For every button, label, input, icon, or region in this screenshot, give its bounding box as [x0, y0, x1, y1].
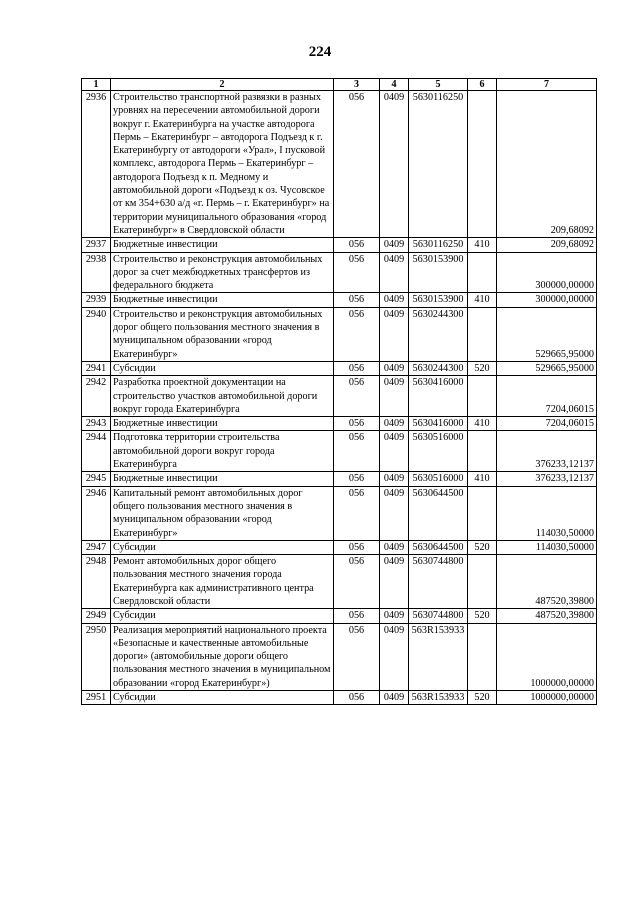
ministry-code: 056	[334, 361, 380, 375]
row-name: Субсидии	[111, 691, 334, 705]
section-code: 0409	[380, 307, 409, 361]
amount: 7204,06015	[497, 417, 597, 431]
header-col-4: 4	[380, 79, 409, 91]
expense-type-code	[468, 431, 497, 472]
header-col-5: 5	[409, 79, 468, 91]
expense-type-code	[468, 307, 497, 361]
table-row	[82, 623, 597, 690]
article-code: 5630116250	[409, 238, 468, 252]
expense-type-code: 520	[468, 609, 497, 623]
amount: 529665,95000	[497, 361, 597, 375]
article-code: 5630153900	[409, 293, 468, 307]
ministry-code: 056	[334, 486, 380, 540]
section-code: 0409	[380, 91, 409, 238]
ministry-code: 056	[334, 293, 380, 307]
row-number: 2949	[82, 609, 111, 623]
row-number: 2950	[82, 623, 111, 690]
article-code: 5630153900	[409, 252, 468, 293]
article-code: 5630116250	[409, 91, 468, 238]
expense-type-code: 520	[468, 361, 497, 375]
article-code: 5630244300	[409, 361, 468, 375]
amount: 487520,39800	[497, 609, 597, 623]
row-name: Бюджетные инвестиции	[111, 238, 334, 252]
expense-type-code: 410	[468, 238, 497, 252]
section-code: 0409	[380, 486, 409, 540]
expense-type-code	[468, 555, 497, 609]
section-code: 0409	[380, 417, 409, 431]
article-code: 5630644500	[409, 540, 468, 554]
row-number: 2942	[82, 376, 111, 417]
page-number: 224	[308, 44, 332, 60]
table-row	[82, 376, 597, 417]
table-row	[82, 238, 597, 252]
amount: 529665,95000	[497, 307, 597, 361]
amount: 1000000,00000	[497, 691, 597, 705]
article-code: 5630644500	[409, 486, 468, 540]
row-number: 2939	[82, 293, 111, 307]
expense-type-code	[468, 376, 497, 417]
row-name: Капитальный ремонт автомобильных дорог общего пользования местного значения в муниципальном образовании «город Екатеринбург»	[111, 486, 334, 540]
section-code: 0409	[380, 540, 409, 554]
ministry-code: 056	[334, 555, 380, 609]
row-name: Ремонт автомобильных дорог общего пользования местного значения города Екатеринбурга как административного центра Свердловской области	[111, 555, 334, 609]
section-code: 0409	[380, 472, 409, 486]
section-code: 0409	[380, 376, 409, 417]
expense-type-code	[468, 623, 497, 690]
table-row	[82, 91, 597, 238]
ministry-code: 056	[334, 307, 380, 361]
section-code: 0409	[380, 293, 409, 307]
amount: 209,68092	[497, 238, 597, 252]
article-code: 5630516000	[409, 472, 468, 486]
table-row	[82, 361, 597, 375]
row-number: 2951	[82, 691, 111, 705]
amount: 487520,39800	[497, 555, 597, 609]
article-code: 5630744800	[409, 609, 468, 623]
ministry-code: 056	[334, 91, 380, 238]
amount: 7204,06015	[497, 376, 597, 417]
ministry-code: 056	[334, 238, 380, 252]
header-col-3: 3	[334, 79, 380, 91]
amount: 300000,00000	[497, 252, 597, 293]
row-number: 2937	[82, 238, 111, 252]
table-row	[82, 609, 597, 623]
row-number: 2946	[82, 486, 111, 540]
row-number: 2943	[82, 417, 111, 431]
expense-type-code	[468, 486, 497, 540]
article-code: 5630744800	[409, 555, 468, 609]
section-code: 0409	[380, 555, 409, 609]
row-name: Бюджетные инвестиции	[111, 472, 334, 486]
table-row	[82, 486, 597, 540]
ministry-code: 056	[334, 609, 380, 623]
row-name: Субсидии	[111, 361, 334, 375]
ministry-code: 056	[334, 691, 380, 705]
table-row	[82, 555, 597, 609]
row-name: Субсидии	[111, 540, 334, 554]
expense-type-code	[468, 91, 497, 238]
table-row	[82, 540, 597, 554]
row-number: 2945	[82, 472, 111, 486]
article-code: 563R153933	[409, 691, 468, 705]
header-row	[82, 79, 597, 91]
section-code: 0409	[380, 361, 409, 375]
table-row	[82, 307, 597, 361]
article-code: 5630244300	[409, 307, 468, 361]
amount: 209,68092	[497, 91, 597, 238]
row-name: Бюджетные инвестиции	[111, 417, 334, 431]
table-row	[82, 431, 597, 472]
header-col-6: 6	[468, 79, 497, 91]
expense-type-code: 520	[468, 540, 497, 554]
header-col-2: 2	[111, 79, 334, 91]
budget-table	[81, 78, 597, 705]
ministry-code: 056	[334, 431, 380, 472]
header-col-7: 7	[497, 79, 597, 91]
expense-type-code: 410	[468, 472, 497, 486]
amount: 114030,50000	[497, 540, 597, 554]
row-name: Реализация мероприятий национального проекта «Безопасные и качественные автомобильные дороги» (автомобильные дороги общего пользования местного значения в муниципальном образовании «город Екатеринбург»)	[111, 623, 334, 690]
amount: 114030,50000	[497, 486, 597, 540]
row-name: Строительство и реконструкция автомобильных дорог общего пользования местного значения в муниципальном образовании «город Екатеринбург»	[111, 307, 334, 361]
row-number: 2944	[82, 431, 111, 472]
header-col-1: 1	[82, 79, 111, 91]
section-code: 0409	[380, 623, 409, 690]
row-name: Строительство транспортной развязки в разных уровнях на пересечении автомобильной дороги вокруг г. Екатеринбурга на участке автодорога Пермь – Екатеринбург – автодорога Подъезд к г. Екатеринбургу от автодороги «Урал», I пусковой комплекс, автодорога Пермь – Екатеринбург – автодорога Подъезд к п. Медному и автомобильной дороги «Подъезд к оз. Чусовское от км 354+630 а/д «г. Пермь – г. Екатеринбург» на территории муниципального образования «город Екатеринбург» в Свердловской области	[111, 91, 334, 238]
expense-type-code	[468, 252, 497, 293]
amount: 376233,12137	[497, 431, 597, 472]
ministry-code: 056	[334, 376, 380, 417]
article-code: 5630416000	[409, 376, 468, 417]
row-name: Строительство и реконструкция автомобильных дорог за счет межбюджетных трансфертов из федерального бюджета	[111, 252, 334, 293]
table-body	[82, 91, 597, 705]
section-code: 0409	[380, 431, 409, 472]
row-number: 2936	[82, 91, 111, 238]
ministry-code: 056	[334, 472, 380, 486]
section-code: 0409	[380, 691, 409, 705]
table-row	[82, 252, 597, 293]
row-number: 2941	[82, 361, 111, 375]
row-name: Разработка проектной документации на строительство участков автомобильной дороги вокруг города Екатеринбурга	[111, 376, 334, 417]
table-row	[82, 472, 597, 486]
row-name: Подготовка территории строительства автомобильной дороги вокруг города Екатеринбурга	[111, 431, 334, 472]
ministry-code: 056	[334, 417, 380, 431]
amount: 1000000,00000	[497, 623, 597, 690]
row-name: Субсидии	[111, 609, 334, 623]
table-row	[82, 691, 597, 705]
table-row	[82, 417, 597, 431]
ministry-code: 056	[334, 252, 380, 293]
section-code: 0409	[380, 252, 409, 293]
table-row	[82, 293, 597, 307]
ministry-code: 056	[334, 540, 380, 554]
amount: 376233,12137	[497, 472, 597, 486]
expense-type-code: 410	[468, 417, 497, 431]
article-code: 563R153933	[409, 623, 468, 690]
row-name: Бюджетные инвестиции	[111, 293, 334, 307]
section-code: 0409	[380, 609, 409, 623]
article-code: 5630416000	[409, 417, 468, 431]
section-code: 0409	[380, 238, 409, 252]
ministry-code: 056	[334, 623, 380, 690]
row-number: 2940	[82, 307, 111, 361]
row-number: 2948	[82, 555, 111, 609]
article-code: 5630516000	[409, 431, 468, 472]
expense-type-code: 410	[468, 293, 497, 307]
amount: 300000,00000	[497, 293, 597, 307]
row-number: 2947	[82, 540, 111, 554]
row-number: 2938	[82, 252, 111, 293]
expense-type-code: 520	[468, 691, 497, 705]
